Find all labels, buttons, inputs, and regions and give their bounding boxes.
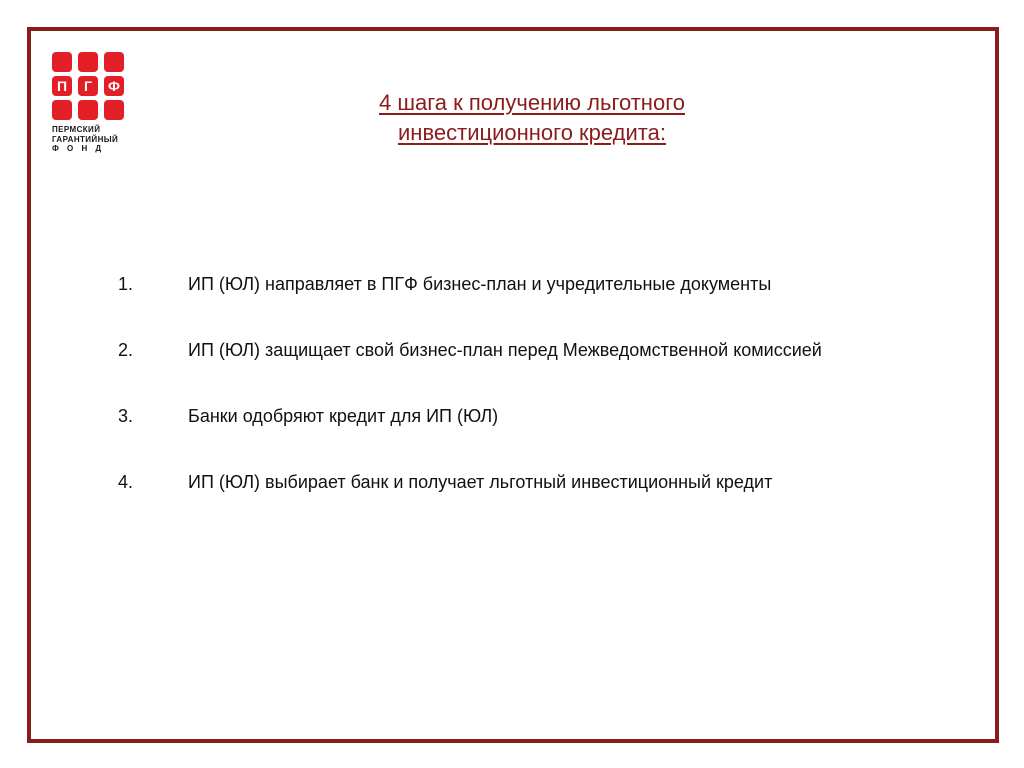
step-number: 2. <box>118 340 134 360</box>
logo-caption-line3: ФОНД <box>52 144 110 153</box>
slide-title <box>250 88 814 148</box>
logo-letter-p: П <box>56 78 68 94</box>
logo-letter-f: Ф <box>108 78 120 94</box>
logo-caption-line2: ГАРАНТИЙНЫЙ <box>52 134 119 144</box>
pgf-logo <box>52 52 132 162</box>
logo-letter-g: Г <box>84 78 92 94</box>
step-text: Банки одобряют кредит для ИП (ЮЛ) <box>188 406 499 426</box>
step-item-4 <box>118 470 948 494</box>
pgf-logo-grid-icon <box>52 52 132 122</box>
step-item-2 <box>118 338 948 362</box>
logo-caption-line1: ПЕРМСКИЙ <box>52 125 101 134</box>
step-number: 1. <box>118 274 134 294</box>
step-item-1 <box>118 272 948 296</box>
logo-caption <box>52 125 132 154</box>
step-text: ИП (ЮЛ) защищает свой бизнес-план перед Межведомственной комиссией <box>188 340 822 360</box>
steps-list <box>118 272 948 494</box>
step-number: 3. <box>118 406 134 426</box>
step-item-3 <box>118 404 948 428</box>
step-text: ИП (ЮЛ) выбирает банк и получает льготный инвестиционный кредит <box>188 472 773 492</box>
step-text: ИП (ЮЛ) направляет в ПГФ бизнес-план и учредительные документы <box>188 274 772 294</box>
slide-title-line2: инвестиционного кредита: <box>398 120 666 145</box>
slide-title-line1: 4 шага к получению льготного <box>379 90 685 115</box>
step-number: 4. <box>118 472 134 492</box>
